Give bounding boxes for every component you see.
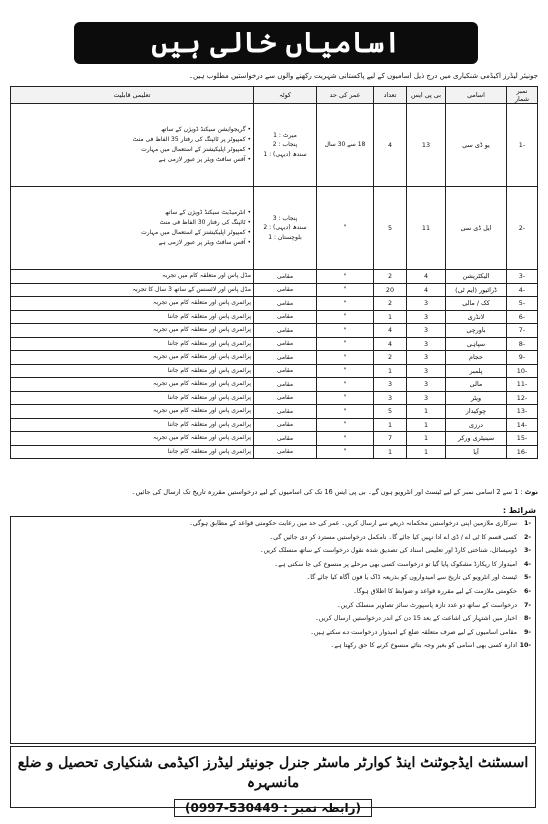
details-cell: پرائمری پاس اور متعلقہ کام میں تجربہ <box>11 351 254 365</box>
serial-cell: -3 <box>507 270 538 284</box>
post-cell: ایل ڈی سی <box>446 187 507 270</box>
age-cell: " <box>317 391 374 405</box>
table-row <box>11 104 538 187</box>
count-cell: 7 <box>374 432 407 446</box>
table-row <box>11 324 538 338</box>
term-number: -5 <box>523 574 531 582</box>
details-cell: پرائمری پاس اور متعلقہ کام جاننا <box>11 337 254 351</box>
domicile-cell: مقامی <box>254 310 317 324</box>
table-row <box>11 337 538 351</box>
serial-cell: -15 <box>507 432 538 446</box>
col-post: اسامی <box>446 87 507 104</box>
post-cell: مالی <box>446 378 507 392</box>
bps-cell: 1 <box>407 405 446 419</box>
count-cell: 2 <box>374 351 407 365</box>
serial-cell: -12 <box>507 391 538 405</box>
term-text: مقامی اسامیوں کے لیے صرف متعلقہ ضلع کے امیدوار درخواست دے سکتے ہیں۔ <box>310 628 517 636</box>
table-header-row <box>11 87 538 104</box>
serial-cell: -16 <box>507 445 538 459</box>
age-cell: " <box>317 297 374 311</box>
table-row <box>11 283 538 297</box>
bps-cell: 3 <box>407 351 446 365</box>
terms-heading: شرائط : <box>502 506 536 515</box>
count-cell: 3 <box>374 378 407 392</box>
note-text: 1 سے 2 اسامی نمبر کے لیے ٹیسٹ اور انٹرویو ہوں گے۔ بی پی ایس 16 تک کی اسامیوں کے لیے درخواستیں مقررہ تاریخ تک ارسال کی جائیں۔ <box>131 488 519 496</box>
post-cell: یو ڈی سی <box>446 104 507 187</box>
term-item <box>15 560 531 570</box>
post-cell: ڈرائیور (ایم ٹی) <box>446 283 507 297</box>
bps-cell: 3 <box>407 364 446 378</box>
serial-cell: -10 <box>507 364 538 378</box>
phone-number: 0997-530449 <box>190 801 279 815</box>
post-cell: پلمبر <box>446 364 507 378</box>
age-cell: " <box>317 432 374 446</box>
term-item <box>15 641 531 651</box>
post-cell: ویٹر <box>446 391 507 405</box>
table-row <box>11 391 538 405</box>
terms-list <box>15 519 531 651</box>
term-text: حکومتی ملازمت کے لیے مقررہ قواعد و ضوابط کا اطلاق ہوگا۔ <box>353 587 517 595</box>
bps-cell: 3 <box>407 297 446 311</box>
term-number: -7 <box>523 601 531 609</box>
serial-cell: -9 <box>507 351 538 365</box>
count-cell: 2 <box>374 297 407 311</box>
details-cell: پرائمری پاس اور متعلقہ کام میں تجربہ <box>11 432 254 446</box>
details-cell: پرائمری پاس اور متعلقہ کام میں تجربہ <box>11 324 254 338</box>
col-domicile: کوٹہ <box>254 87 317 104</box>
count-cell: 1 <box>374 445 407 459</box>
serial-cell: -2 <box>507 187 538 270</box>
table-row <box>11 297 538 311</box>
table-row <box>11 405 538 419</box>
term-text: اخبار میں اشتہار کی اشاعت کے بعد 15 دن کے اندر درخواستیں ارسال کریں۔ <box>315 615 517 623</box>
bps-cell: 13 <box>407 104 446 187</box>
details-cell: پرائمری پاس اور متعلقہ کام جاننا <box>11 418 254 432</box>
term-text: سرکاری ملازمین اپنی درخواستیں محکمانہ ذریعے سے ارسال کریں۔ عمر کی حد میں رعایت حکومتی قواعد کے مطابق ہوگی۔ <box>189 520 517 527</box>
age-cell: " <box>317 418 374 432</box>
term-item <box>15 519 531 529</box>
age-cell: " <box>317 405 374 419</box>
term-text: ڈومیسائل، شناختی کارڈ اور تعلیمی اسناد کی تصدیق شدہ نقول درخواست کے ساتھ منسلک کریں۔ <box>259 547 517 555</box>
details-cell: مڈل پاس اور لائسنس کے ساتھ 3 سال کا تجربہ <box>11 283 254 297</box>
term-text: امیدوار کا ریکارڈ مشکوک پایا گیا تو درخواست کسی بھی مرحلے پر منسوخ کی جا سکتی ہے۔ <box>274 560 517 568</box>
footer <box>10 746 536 815</box>
bps-cell: 3 <box>407 310 446 324</box>
serial-cell: -7 <box>507 324 538 338</box>
serial-cell: -5 <box>507 297 538 311</box>
col-bps: بی پی ایس <box>407 87 446 104</box>
post-cell: لانڈری <box>446 310 507 324</box>
count-cell: 1 <box>374 310 407 324</box>
bps-cell: 3 <box>407 337 446 351</box>
age-cell: 18 سے 30 سال <box>317 104 374 187</box>
terms-box <box>10 516 536 744</box>
age-cell: " <box>317 187 374 270</box>
domicile-cell: مقامی <box>254 270 317 284</box>
domicile-cell: مقامی <box>254 418 317 432</box>
table-row <box>11 445 538 459</box>
domicile-cell: مقامی <box>254 283 317 297</box>
term-item <box>15 533 531 543</box>
serial-cell: -6 <box>507 310 538 324</box>
details-cell: • انٹرمیڈیٹ سیکنڈ ڈویژن کے ساتھ • ٹائپنگ کی رفتار 30 الفاظ فی منٹ • کمپیوٹر اپلیکیشنز کے استعمال میں مہارت • آفس سافٹ ویئر پر عبور لازمی ہے <box>11 187 254 270</box>
bps-cell: 3 <box>407 324 446 338</box>
table-row <box>11 378 538 392</box>
post-cell: سپاہی <box>446 337 507 351</box>
domicile-cell: مقامی <box>254 351 317 365</box>
count-cell: 1 <box>374 418 407 432</box>
post-cell: حجام <box>446 351 507 365</box>
col-details: تعلیمی قابلیت <box>11 87 254 104</box>
age-cell: " <box>317 351 374 365</box>
domicile-cell: مقامی <box>254 324 317 338</box>
post-cell: درزی <box>446 418 507 432</box>
domicile-cell: میرٹ : 1 پنجاب : 2 سندھ (دیہی) : 1 <box>254 104 317 187</box>
table-row <box>11 364 538 378</box>
table-row <box>11 418 538 432</box>
domicile-cell: پنجاب : 3 سندھ (دیہی) : 2 بلوچستان : 1 <box>254 187 317 270</box>
table-row <box>11 187 538 270</box>
intro-text: جونیئر لیڈرز اکیڈمی شنکیاری میں درج ذیل اسامیوں کے لیے پاکستانی شہریت رکھنے والوں سے درخواستیں مطلوب ہیں۔ <box>188 72 538 80</box>
bps-cell: 1 <box>407 432 446 446</box>
count-cell: 20 <box>374 283 407 297</box>
count-cell: 3 <box>374 391 407 405</box>
details-cell: مڈل پاس اور متعلقہ کام میں تجربہ <box>11 270 254 284</box>
term-number: -4 <box>523 560 531 568</box>
details-cell: پرائمری پاس اور متعلقہ کام جاننا <box>11 445 254 459</box>
age-cell: " <box>317 445 374 459</box>
term-item <box>15 587 531 597</box>
bps-cell: 11 <box>407 187 446 270</box>
post-cell: کک / مالی <box>446 297 507 311</box>
details-cell: پرائمری پاس اور متعلقہ کام میں تجربہ <box>11 378 254 392</box>
term-text: کسی قسم کا ٹی اے / ڈی اے ادا نہیں کیا جائے گا۔ نامکمل درخواستیں مسترد کر دی جائیں گی۔ <box>269 533 517 541</box>
term-number: -9 <box>523 628 531 636</box>
details-cell: پرائمری پاس اور متعلقہ کام جاننا <box>11 364 254 378</box>
bps-cell: 4 <box>407 270 446 284</box>
count-cell: 5 <box>374 405 407 419</box>
term-item <box>15 601 531 611</box>
table-body <box>11 104 538 459</box>
col-age: عمر کی حد <box>317 87 374 104</box>
serial-cell: -4 <box>507 283 538 297</box>
count-cell: 2 <box>374 270 407 284</box>
bps-cell: 3 <box>407 378 446 392</box>
term-item <box>15 546 531 556</box>
age-cell: " <box>317 324 374 338</box>
table-row <box>11 351 538 365</box>
term-number: -10 <box>519 642 531 650</box>
post-cell: چوکیدار <box>446 405 507 419</box>
footer-title: اسسٹنٹ ایڈجوٹنٹ اینڈ کوارٹر ماسٹر جنرل جونیئر لیڈرز اکیڈمی شنکیاری تحصیل و ضلع مانسہرہ <box>17 755 529 791</box>
age-cell: " <box>317 283 374 297</box>
domicile-cell: مقامی <box>254 391 317 405</box>
serial-cell: -1 <box>507 104 538 187</box>
serial-cell: -11 <box>507 378 538 392</box>
term-text: ٹیسٹ اور انٹرویو کی تاریخ سے امیدواروں کو بذریعہ ڈاک یا فون آگاہ کیا جائے گا۔ <box>306 574 517 582</box>
post-cell: الیکٹریشن <box>446 270 507 284</box>
bps-cell: 4 <box>407 283 446 297</box>
vacancies-table <box>10 86 538 459</box>
term-number: -8 <box>523 615 531 623</box>
note-label: نوٹ <box>524 488 538 496</box>
domicile-cell: مقامی <box>254 445 317 459</box>
count-cell: 1 <box>374 364 407 378</box>
count-cell: 5 <box>374 187 407 270</box>
contact-phone: (رابطہ نمبر : 0997-530449) <box>174 799 372 817</box>
banner-title: اسامیاں خالی ہیں <box>151 26 401 59</box>
post-cell: سینیٹری ورکر <box>446 432 507 446</box>
age-cell: " <box>317 270 374 284</box>
bps-cell: 1 <box>407 445 446 459</box>
post-cell: آیا <box>446 445 507 459</box>
count-cell: 4 <box>374 104 407 187</box>
table-row <box>11 310 538 324</box>
domicile-cell: مقامی <box>254 378 317 392</box>
vacancies-banner <box>74 22 478 64</box>
domicile-cell: مقامی <box>254 432 317 446</box>
serial-cell: -13 <box>507 405 538 419</box>
domicile-cell: مقامی <box>254 364 317 378</box>
age-cell: " <box>317 337 374 351</box>
term-number: -6 <box>523 587 531 595</box>
term-number: -3 <box>523 547 531 555</box>
term-item <box>15 573 531 583</box>
bps-cell: 3 <box>407 391 446 405</box>
term-number: -2 <box>523 533 531 541</box>
count-cell: 4 <box>374 324 407 338</box>
term-item <box>15 614 531 624</box>
details-cell: پرائمری پاس اور متعلقہ کام میں تجربہ <box>11 405 254 419</box>
details-cell: • گریجوایشن سیکنڈ ڈویژن کے ساتھ • کمپیوٹر پر ٹائپنگ کی رفتار 35 الفاظ فی منٹ • کمپیوٹر اپلیکیشنز کے استعمال میں مہارت • آفس سافٹ ویئر پر عبور لازمی ہے <box>11 104 254 187</box>
details-cell: پرائمری پاس اور متعلقہ کام جاننا <box>11 310 254 324</box>
term-text: درخواست کے ساتھ دو عدد تازہ پاسپورٹ سائز تصاویر منسلک کریں۔ <box>336 601 517 609</box>
phone-label: رابطہ نمبر <box>292 801 356 815</box>
table-row <box>11 432 538 446</box>
col-serial: نمبر شمار <box>507 87 538 104</box>
domicile-cell: مقامی <box>254 405 317 419</box>
count-cell: 4 <box>374 337 407 351</box>
age-cell: " <box>317 364 374 378</box>
age-cell: " <box>317 378 374 392</box>
domicile-cell: مقامی <box>254 337 317 351</box>
term-text: ادارہ کسی بھی اسامی کو بغیر وجہ بتائے منسوخ کرنے کا حق رکھتا ہے۔ <box>330 642 517 650</box>
details-cell: پرائمری پاس اور متعلقہ کام میں تجربہ <box>11 297 254 311</box>
note: نوٹ : 1 سے 2 اسامی نمبر کے لیے ٹیسٹ اور انٹرویو ہوں گے۔ بی پی ایس 16 تک کی اسامیوں کے لیے درخواستیں مقررہ تاریخ تک ارسال کی جائیں۔ <box>131 488 538 496</box>
bps-cell: 1 <box>407 418 446 432</box>
col-count: تعداد <box>374 87 407 104</box>
age-cell: " <box>317 310 374 324</box>
term-number: -1 <box>523 520 531 527</box>
serial-cell: -8 <box>507 337 538 351</box>
term-item <box>15 628 531 638</box>
post-cell: باورچی <box>446 324 507 338</box>
domicile-cell: مقامی <box>254 297 317 311</box>
details-cell: پرائمری پاس اور متعلقہ کام جاننا <box>11 391 254 405</box>
table-row <box>11 270 538 284</box>
serial-cell: -14 <box>507 418 538 432</box>
